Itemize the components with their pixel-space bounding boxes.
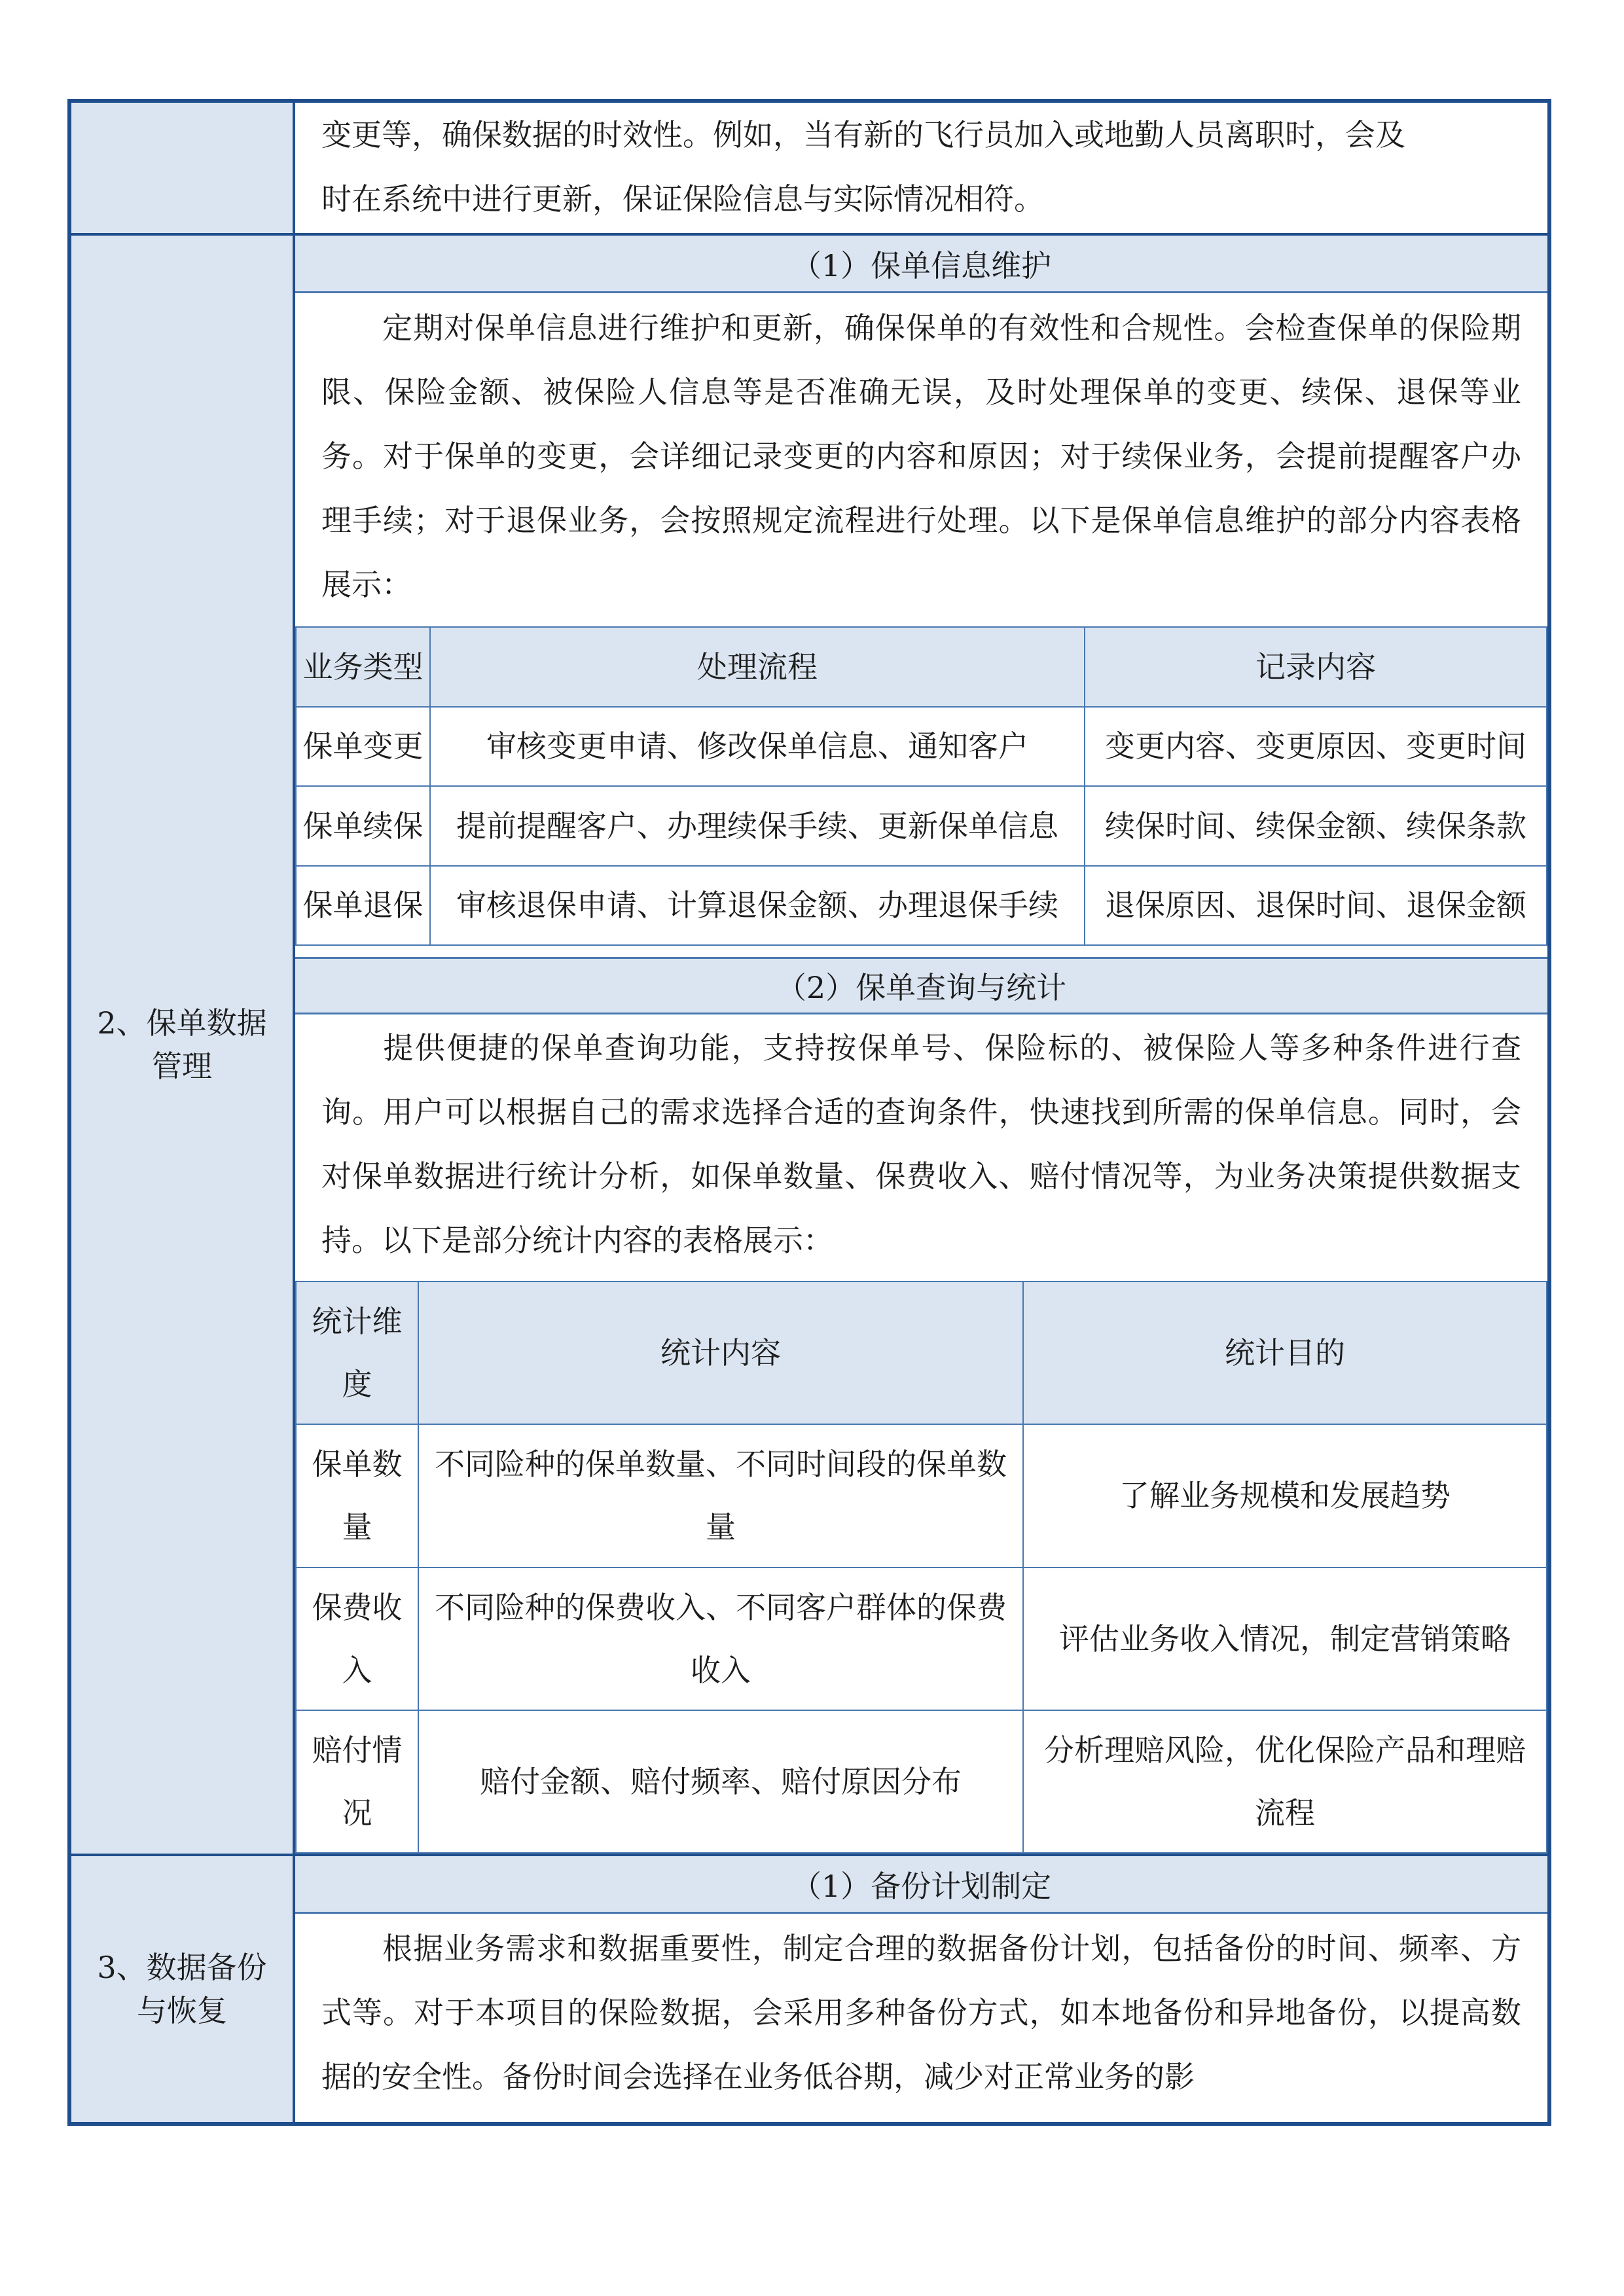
table-cell: 不同险种的保费收入、不同客户群体的保费收入: [418, 1568, 1023, 1710]
table-cell: 保单续保: [296, 786, 430, 866]
table-cell: 保单变更: [296, 707, 430, 787]
paragraph-line: 变更等，确保数据的时效性。例如，当有新的飞行员加入或地勤人员离职时，会及: [321, 117, 1405, 152]
section-label: 3、数据备份与恢复: [71, 1856, 295, 2122]
table-cell: 审核退保申请、计算退保金额、办理退保手续: [430, 866, 1085, 946]
table-header-cell: 统计内容: [418, 1282, 1023, 1424]
table-cell: 赔付金额、赔付频率、赔付原因分布: [418, 1710, 1023, 1853]
table-row: [296, 1424, 1547, 1567]
table-cell: 续保时间、续保金额、续保条款: [1085, 786, 1547, 866]
table-row: [296, 786, 1547, 866]
section-policy-data-management: [71, 236, 1547, 1854]
subsection-heading: （2）保单查询与统计: [295, 957, 1547, 1014]
table-cell: 赔付情况: [296, 1710, 418, 1853]
table-cell: 提前提醒客户、办理续保手续、更新保单信息: [430, 786, 1085, 866]
section-content: [295, 103, 1547, 233]
subsection-paragraph: 提供便捷的保单查询功能，支持按保单号、保险标的、被保险人等多种条件进行查询。用户可以根据自己的需求选择合适的查询条件，快速找到所需的保单信息。同时，会对保单数据进行统计分析，如保单数量、保费收入、赔付情况等，为业务决策提供数据支持。以下是部分统计内容的表格展示：: [321, 1030, 1521, 1258]
table-header-cell: 统计维度: [296, 1282, 418, 1424]
table-cell: 保单数量: [296, 1424, 418, 1567]
table-row: [296, 1568, 1547, 1710]
subsection-paragraph: 定期对保单信息进行维护和更新，确保保单的有效性和合规性。会检查保单的保险期限、保险金额、被保险人信息等是否准确无误，及时处理保单的变更、续保、退保等业务。对于保单的变更，会详细记录变更的内容和原因；对于续保业务，会提前提醒客户办理手续；对于退保业务，会按照规定流程进行处理。以下是保单信息维护的部分内容表格展示：: [321, 310, 1521, 602]
table-cell: 保单退保: [296, 866, 430, 946]
section-data-backup-recovery: [71, 1856, 1547, 2122]
table-header-cell: 统计目的: [1023, 1282, 1547, 1424]
table-cell: 了解业务规模和发展趋势: [1023, 1424, 1547, 1567]
table-row: [296, 866, 1547, 946]
policy-maintenance-table: [295, 626, 1547, 946]
table-cell: 审核变更申请、修改保单信息、通知客户: [430, 707, 1085, 787]
section-label: [71, 103, 295, 233]
table-cell: 评估业务收入情况，制定营销策略: [1023, 1568, 1547, 1710]
paragraph-line: 时在系统中进行更新，保证保险信息与实际情况相符。: [321, 181, 1044, 217]
policy-statistics-table: [295, 1281, 1547, 1854]
section-content: [295, 1856, 1547, 2122]
subsection-heading: （1）备份计划制定: [295, 1856, 1547, 1914]
table-header-row: [296, 1282, 1547, 1424]
table-cell: 变更内容、变更原因、变更时间: [1085, 707, 1547, 787]
section-label: 2、保单数据管理: [71, 236, 295, 1854]
section-content: [295, 236, 1547, 1854]
table-header-cell: 处理流程: [430, 627, 1085, 707]
table-header-row: [296, 627, 1547, 707]
table-header-cell: 业务类型: [296, 627, 430, 707]
table-cell: 分析理赔风险，优化保险产品和理赔流程: [1023, 1710, 1547, 1853]
table-header-cell: 记录内容: [1085, 627, 1547, 707]
table-cell: 保费收入: [296, 1568, 418, 1710]
continuation-paragraph: [321, 103, 1521, 231]
subsection-paragraph: 根据业务需求和数据重要性，制定合理的数据备份计划，包括备份的时间、频率、方式等。对于本项目的保险数据，会采用多种备份方式，如本地备份和异地备份，以提高数据的安全性。备份时间会选择在业务低谷期，减少对正常业务的影: [321, 1931, 1521, 2094]
table-cell: 退保原因、退保时间、退保金额: [1085, 866, 1547, 946]
table-row: [296, 707, 1547, 787]
table-cell: 不同险种的保单数量、不同时间段的保单数量: [418, 1424, 1023, 1567]
document-frame: [67, 99, 1551, 2126]
subsection-heading: （1）保单信息维护: [295, 236, 1547, 293]
section-continuation: [71, 103, 1547, 233]
table-row: [296, 1710, 1547, 1853]
